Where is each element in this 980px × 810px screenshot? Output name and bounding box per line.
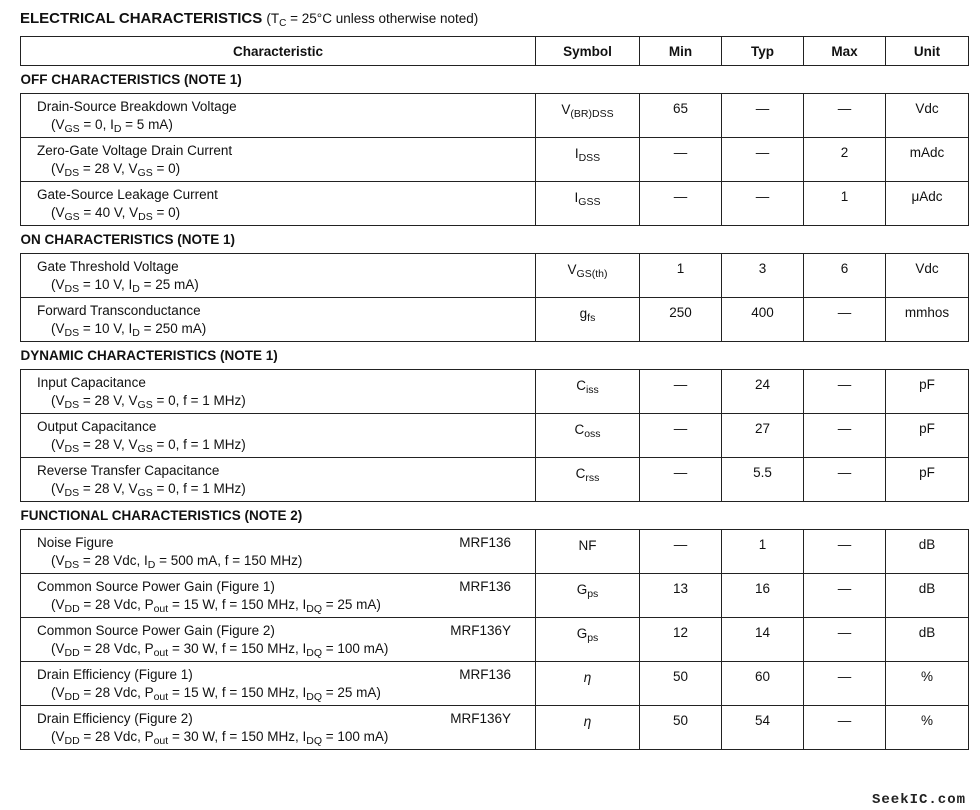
- table-row: [21, 574, 969, 618]
- unit-cell: pF: [886, 370, 969, 414]
- part-number: MRF136: [459, 535, 511, 550]
- section-header: [21, 502, 969, 530]
- unit-cell: %: [886, 662, 969, 706]
- section-header: [21, 66, 969, 94]
- characteristic-cell: [21, 94, 536, 138]
- typ-cell: 400: [722, 298, 804, 342]
- typ-cell: 54: [722, 706, 804, 750]
- symbol-cell: NF: [536, 530, 640, 574]
- characteristic-name: Reverse Transfer Capacitance: [37, 463, 220, 478]
- test-condition: ($V_{GS} = 40$ V, $V_{DS} = 0$): [51, 205, 181, 223]
- header-unit: Unit: [886, 37, 969, 66]
- section-title: ON CHARACTERISTICS (NOTE 1): [20, 232, 236, 247]
- characteristic-name: Common Source Power Gain (Figure 2): [37, 623, 275, 638]
- max-cell: —: [804, 370, 886, 414]
- characteristic-cell: [21, 298, 536, 342]
- typ-cell: 3: [722, 254, 804, 298]
- symbol-cell: $V_{GS(th)}$: [536, 254, 640, 298]
- title-heading: ELECTRICAL CHARACTERISTICS: [20, 10, 263, 27]
- typ-cell: 16: [722, 574, 804, 618]
- max-cell: 1: [804, 182, 886, 226]
- section-header: [21, 342, 969, 370]
- unit-cell: Vdc: [886, 254, 969, 298]
- min-cell: 13: [640, 574, 722, 618]
- test-condition: ($V_{DD} = 28$ Vdc, $P_{out} = 15$ W, f = 150 MHz, $I_{DQ} = 25$ mA): [51, 685, 381, 703]
- characteristic-name: Noise Figure: [37, 535, 114, 550]
- symbol-cell: $C_{rss}$: [536, 458, 640, 502]
- section-title: OFF CHARACTERISTICS (NOTE 1): [20, 72, 242, 87]
- characteristic-name: Output Capacitance: [37, 419, 157, 434]
- table-row: [21, 370, 969, 414]
- typ-cell: —: [722, 138, 804, 182]
- min-cell: 65: [640, 94, 722, 138]
- unit-cell: pF: [886, 458, 969, 502]
- test-condition: ($V_{DS} = 28$ V, $V_{GS} = 0$, f = 1 MHz): [51, 481, 246, 499]
- symbol-cell: $I_{DSS}$: [536, 138, 640, 182]
- max-cell: —: [804, 458, 886, 502]
- characteristic-name: Forward Transconductance: [37, 303, 201, 318]
- table-row: [21, 530, 969, 574]
- symbol-cell: $G_{ps}$: [536, 574, 640, 618]
- min-cell: —: [640, 138, 722, 182]
- part-number: MRF136: [459, 667, 511, 682]
- characteristic-cell: [21, 530, 536, 574]
- characteristic-cell: [21, 138, 536, 182]
- table-row: [21, 138, 969, 182]
- header-characteristic: Characteristic: [21, 37, 536, 66]
- characteristic-name: Gate Threshold Voltage: [37, 259, 179, 274]
- test-condition: ($V_{DD} = 28$ Vdc, $P_{out} = 15$ W, f = 150 MHz, $I_{DQ} = 25$ mA): [51, 597, 381, 615]
- unit-cell: dB: [886, 574, 969, 618]
- characteristic-cell: [21, 182, 536, 226]
- typ-cell: 1: [722, 530, 804, 574]
- header-max: Max: [804, 37, 886, 66]
- section-header: [21, 226, 969, 254]
- table-row: [21, 182, 969, 226]
- table-row: [21, 298, 969, 342]
- min-cell: —: [640, 530, 722, 574]
- characteristic-cell: [21, 414, 536, 458]
- part-number: MRF136: [459, 579, 511, 594]
- table-row: [21, 254, 969, 298]
- min-cell: 50: [640, 662, 722, 706]
- table-row: [21, 706, 969, 750]
- typ-cell: 5.5: [722, 458, 804, 502]
- table-row: [21, 414, 969, 458]
- min-cell: —: [640, 458, 722, 502]
- min-cell: 50: [640, 706, 722, 750]
- table-row: [21, 618, 969, 662]
- characteristic-name: Input Capacitance: [37, 375, 146, 390]
- characteristic-cell: [21, 370, 536, 414]
- section-title: DYNAMIC CHARACTERISTICS (NOTE 1): [20, 348, 278, 363]
- symbol-cell: η: [536, 706, 640, 750]
- header-row: [21, 37, 969, 66]
- characteristic-cell: [21, 574, 536, 618]
- part-number: MRF136Y: [450, 711, 511, 726]
- test-condition: ($V_{GS} = 0$, $I_D = 5$ mA): [51, 117, 173, 135]
- unit-cell: Vdc: [886, 94, 969, 138]
- header-typ: Typ: [722, 37, 804, 66]
- characteristic-name: Zero-Gate Voltage Drain Current: [37, 143, 233, 158]
- test-condition: ($V_{DS} = 28$ V, $V_{GS} = 0$): [51, 161, 181, 179]
- characteristic-cell: [21, 662, 536, 706]
- unit-cell: μAdc: [886, 182, 969, 226]
- min-cell: —: [640, 414, 722, 458]
- symbol-cell: $G_{ps}$: [536, 618, 640, 662]
- max-cell: —: [804, 298, 886, 342]
- characteristic-name: Drain Efficiency (Figure 1): [37, 667, 193, 682]
- symbol-cell: $V_{(BR)DSS}$: [536, 94, 640, 138]
- test-condition: ($V_{DS} = 10$ V, $I_D = 25$ mA): [51, 277, 199, 295]
- document-title: [20, 10, 478, 29]
- table-row: [21, 458, 969, 502]
- max-cell: —: [804, 530, 886, 574]
- typ-cell: 60: [722, 662, 804, 706]
- min-cell: 250: [640, 298, 722, 342]
- max-cell: —: [804, 662, 886, 706]
- characteristic-cell: [21, 458, 536, 502]
- symbol-cell: $C_{iss}$: [536, 370, 640, 414]
- characteristic-name: Drain Efficiency (Figure 2): [37, 711, 193, 726]
- min-cell: —: [640, 182, 722, 226]
- unit-cell: %: [886, 706, 969, 750]
- header-min: Min: [640, 37, 722, 66]
- max-cell: 6: [804, 254, 886, 298]
- test-condition: ($V_{DD} = 28$ Vdc, $P_{out} = 30$ W, f = 150 MHz, $I_{DQ} = 100$ mA): [51, 729, 389, 747]
- header-symbol: Symbol: [536, 37, 640, 66]
- unit-cell: mmhos: [886, 298, 969, 342]
- typ-cell: —: [722, 94, 804, 138]
- typ-cell: 27: [722, 414, 804, 458]
- test-condition: ($V_{DD} = 28$ Vdc, $P_{out} = 30$ W, f = 150 MHz, $I_{DQ} = 100$ mA): [51, 641, 389, 659]
- unit-cell: mAdc: [886, 138, 969, 182]
- max-cell: —: [804, 414, 886, 458]
- max-cell: —: [804, 94, 886, 138]
- table-row: [21, 94, 969, 138]
- typ-cell: 14: [722, 618, 804, 662]
- max-cell: —: [804, 618, 886, 662]
- section-title: FUNCTIONAL CHARACTERISTICS (NOTE 2): [20, 508, 303, 523]
- typ-cell: 24: [722, 370, 804, 414]
- characteristic-cell: [21, 618, 536, 662]
- unit-cell: dB: [886, 530, 969, 574]
- symbol-cell: $g_{fs}$: [536, 298, 640, 342]
- table-row: [21, 662, 969, 706]
- max-cell: —: [804, 574, 886, 618]
- characteristic-name: Drain-Source Breakdown Voltage: [37, 99, 237, 114]
- electrical-characteristics-table: [20, 36, 969, 750]
- characteristic-name: Common Source Power Gain (Figure 1): [37, 579, 275, 594]
- test-condition: ($V_{DS} = 28$ Vdc, $I_D = 500$ mA, f = 150 MHz): [51, 553, 303, 571]
- watermark: SeekIC.com: [871, 792, 966, 808]
- symbol-cell: $C_{oss}$: [536, 414, 640, 458]
- unit-cell: dB: [886, 618, 969, 662]
- symbol-cell: $I_{GSS}$: [536, 182, 640, 226]
- characteristic-name: Gate-Source Leakage Current: [37, 187, 218, 202]
- title-condition: ($T_C = 25^\circ C$ unless otherwise noted): [266, 11, 479, 29]
- max-cell: —: [804, 706, 886, 750]
- symbol-cell: η: [536, 662, 640, 706]
- min-cell: —: [640, 370, 722, 414]
- min-cell: 12: [640, 618, 722, 662]
- unit-cell: pF: [886, 414, 969, 458]
- test-condition: ($V_{DS} = 28$ V, $V_{GS} = 0$, f = 1 MHz): [51, 393, 246, 411]
- max-cell: 2: [804, 138, 886, 182]
- characteristic-cell: [21, 254, 536, 298]
- test-condition: ($V_{DS} = 28$ V, $V_{GS} = 0$, f = 1 MHz): [51, 437, 246, 455]
- part-number: MRF136Y: [450, 623, 511, 638]
- characteristic-cell: [21, 706, 536, 750]
- min-cell: 1: [640, 254, 722, 298]
- test-condition: ($V_{DS} = 10$ V, $I_D = 250$ mA): [51, 321, 207, 339]
- typ-cell: —: [722, 182, 804, 226]
